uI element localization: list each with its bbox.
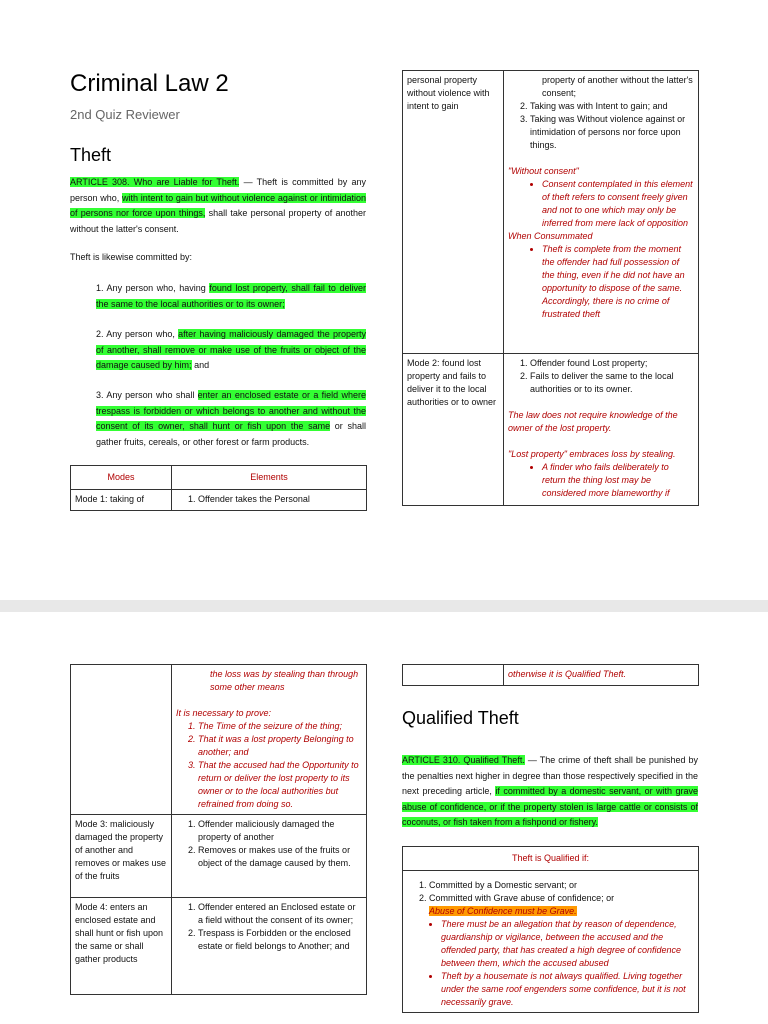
heading-theft: Theft [70,145,112,165]
table-row [71,815,367,898]
likewise-text: Theft is likewise committed by: [70,252,193,262]
note-without-consent: "Without consent" [508,166,579,176]
table-row [71,490,367,511]
elements-cell: 1. Offender takes the Personal [172,490,367,511]
document-title: Criminal Law 2 [70,70,229,97]
elements-cell: property of another without the latter's consent; 2. Taking was with Intent to gain; and 3. Taking was Without violence against or intimidation of persons nor force upon things. "Without consent" • Consent contemplated in this element of theft refers to consent freely given and not to one which may only be inferred from mere lack of opposition When Consummated • Theft is complete from the moment the offender had full possession of the thing, even if he did not have an opportunity to dispose of the same. Accordingly, there is no crime of frustrated theft [504,71,699,354]
qualified-header: Theft is Qualified if: [403,847,699,871]
article-310: ARTICLE 310. Qualified Theft. — The crime of theft shall be punished by the penalties next higher in degree than those respectively specified in the next preceding article, if committed by a domestic servant, or with grave abuse of confidence, or if the property stolen is large cattle or consists of coconuts, or fish taken from a fishpond or fishery. [402,755,698,827]
qualified-cell: 1. Committed by a Domestic servant; or 2. Committed with Grave abuse of confidence; or Abuse of Confidence must be Grave. • There must be an allegation that by reason of dependence, guardianship or vigilance, between the accused and the offended party, that has created a high degree of confidence between them, which the accused abused • Theft by a housemate is not always qualified. Living together under the same roof engenders some confidence, but it is not necessarily grave. [403,871,699,1013]
table-row [71,665,367,815]
mode-cell: Mode 1: taking of [71,490,172,511]
note-when-consummated: When Consummated [508,231,593,241]
article-310-label: ARTICLE 310. Qualified Theft. [402,755,525,765]
mode-cell: Mode 2: found lost property and fails to deliver it to the local authorities or to owner [403,354,504,506]
mode-cell [403,665,504,686]
table-row [403,71,699,354]
elements-header: Elements [172,466,367,490]
modes-table [70,465,367,511]
article-308-label: ARTICLE 308. Who are Liable for Theft. [70,177,240,187]
page-1 [0,0,384,600]
mode-cell: personal property without violence with intent to gain [403,71,504,354]
mode-cell: Mode 4: enters an enclosed estate and shall hunt or fish upon the same or shall gather products [71,898,172,995]
list-item-3: 3. Any person who shall enter an enclosed estate or a field where trespass is forbidden or which belongs to another and without the consent of its owner, shall hunt or fish upon the same or shall gather fruits, cereals, or other forest or farm products. [96,390,367,447]
elements-cell: 1. Offender found Lost property; 2. Fails to deliver the same to the local authorities or to its owner. The law does not require knowledge of the owner of the lost property. "Lost property" embraces loss by stealing. • A finder who fails deliberately to return the thing lost may be considered more blameworthy if [504,354,699,506]
list-item-1: 1. Any person who, having found lost property, shall fail to deliver the same to the local authorities or to its owner; [96,283,366,309]
table-row [403,871,699,1013]
elements-cell: the loss was by stealing than through some other means It is necessary to prove: 1. The Time of the seizure of the thing; 2. That it was a lost property Belonging to another; and 3. That the accused had the Opportunity to return or deliver the lost property to its owner or to the local authorities but refrained from doing so. [172,665,367,815]
mode-cell [71,665,172,815]
table-row [403,354,699,506]
note-prove: It is necessary to prove: [176,708,272,718]
table-row [71,898,367,995]
heading-qualified-theft: Qualified Theft [402,708,519,728]
modes-table-cont [402,70,699,506]
article-308: ARTICLE 308. Who are Liable for Theft. — Theft is committed by any person who, with intent to gain but without violence against or intimidation of persons nor force upon things, shall take personal property of another without the latter's consent. [70,177,367,234]
modes-header: Modes [71,466,172,490]
elements-cell: otherwise it is Qualified Theft. [504,665,699,686]
grave-label: Abuse of Confidence must be Grave. [429,906,577,916]
document-subtitle: 2nd Quiz Reviewer [70,107,180,122]
page-3 [0,612,384,1024]
page-2 [384,0,768,600]
qualified-table [402,846,699,1013]
list-item-2: 2. Any person who, after having maliciously damaged the property of another, shall remove or make use of the fruits or object of the damage caused by him; and [96,329,366,370]
modes-table-cont-2 [70,664,367,995]
elements-cell: 1. Offender entered an Enclosed estate or a field without the consent of its owner; 2. Trespass is Forbidden or the enclosed estate or field belongs to Another; and [172,898,367,995]
mode-cell: Mode 3: maliciously damaged the property of another and removes or makes use of the fruits [71,815,172,898]
table-row [403,665,699,686]
elements-cell: 1. Offender maliciously damaged the property of another 2. Removes or makes use of the fruits or object of the damage caused by them. [172,815,367,898]
modes-table-cont-3 [402,664,699,686]
page-4 [384,612,768,1024]
